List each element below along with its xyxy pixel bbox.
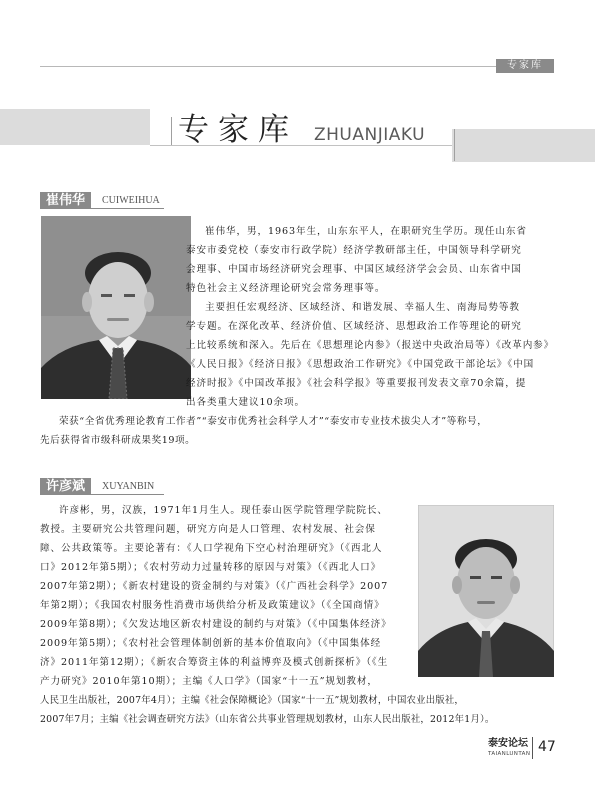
bio-line: 障、公共政策等。主要论著有：《人口学视角下空心村治理研究》（《西北人 [40, 543, 383, 554]
bio-line: 《人民日报》《经济日报》《思想政治工作研究》《中国党政干部论坛》《中国 [186, 359, 535, 370]
expert-bio-publications [40, 691, 560, 729]
bio-line: 2009年第5期）；《农村社会管理体制创新的基本价值取向》（《中国集体经 [40, 638, 382, 649]
expert-name-tag: 崔伟华 [40, 192, 91, 209]
header-divider-left [171, 117, 172, 145]
bio-line: 主要担任宏观经济、区域经济、和谐发展、幸福人生、南海局势等教 [205, 302, 520, 313]
page-title-pinyin: ZHUANJIAKU [314, 125, 426, 145]
bio-line: 2007年第2期）；《新农村建设的资金制约与对策》（《广西社会科学》2007 [40, 581, 389, 592]
bio-line: 先后获得省市级科研成果奖19项。 [40, 435, 196, 446]
expert-name-rule [40, 208, 164, 209]
section-label: 专家库 [496, 59, 554, 73]
bio-line: 年第2期）；《我国农村服务性消费市场供给分析及政策建议》（《全国商情》 [40, 600, 385, 611]
bio-line: 上比较系统和深入。先后在《思想理论内参》（报送中央政治局等）《改革内参》 [186, 340, 555, 351]
expert-name-pinyin: CUIWEIHUA [102, 195, 160, 206]
bio-line: 许彦彬，男，汉族，1971年1月生人。现任泰山医学院管理学院院长、 [59, 505, 388, 516]
journal-name: 泰安论坛 [488, 738, 528, 749]
bio-line: 2009年第8期）；《欠发达地区新农村建设的制约与对策》（《中国集体经济》 [40, 619, 392, 630]
section-rule [40, 66, 536, 67]
journal-pinyin: TAIANLUNTAN [488, 751, 531, 757]
bio-line: 经济时报》《中国改革报》《社会科学报》等重要报刊发表文章70余篇，提 [186, 378, 527, 389]
bio-line: 出各类重大建议10余项。 [186, 397, 305, 408]
bio-line: 学专题。在深化改革、经济价值、区域经济、思想政治工作等理论的研究 [186, 321, 522, 332]
bio-line: 产力研究》2010年第10期）；主编《人口学》（国家“十一五”规划教材， [40, 676, 378, 687]
expert-name-tag: 许彦斌 [40, 478, 91, 495]
bio-line: 特色社会主义经济理论研究会常务理事等。 [186, 283, 386, 294]
page-title: 专家库 [178, 112, 298, 148]
bio-line: 2007年7月；主编《社会调查研究方法》（山东省公共事业管理规划教材，山东人民出版社，2012年1月）。 [40, 714, 495, 725]
expert-photo [418, 505, 554, 677]
expert-photo [41, 216, 191, 399]
expert-bio-honors [40, 412, 560, 450]
bio-line: 口》2012年第5期）；《农村劳动力过量转移的原因与对策》（《西北人口》 [40, 562, 382, 573]
header-divider-right [454, 129, 455, 161]
bio-line: 会理事、中国市场经济研究会理事、中国区域经济学会会员、山东省中国 [186, 264, 522, 275]
header-band-left [0, 109, 150, 145]
bio-line: 崔伟华，男，1963年生，山东东平人，在职研究生学历。现任山东省 [205, 226, 527, 237]
bio-line: 济》2011年第12期）；《新农合筹资主体的利益博弈及模式创新探析》（《生 [40, 657, 389, 668]
bio-line: 教授。主要研究公共管理问题，研究方向是人口管理、农村发展、社会保 [40, 524, 376, 535]
bio-line: 泰安市委党校（泰安市行政学院）经济学教研部主任，中国领导科学研究 [186, 245, 522, 256]
header-band-right [452, 129, 595, 162]
page-number: 47 [538, 739, 556, 755]
expert-bio-main [40, 501, 412, 691]
expert-bio-intro [186, 222, 558, 412]
expert-name-pinyin: XUYANBIN [102, 481, 155, 492]
bio-line: 人民卫生出版社，2007年4月）；主编《社会保障概论》（国家“十一五”规划教材，中国农业出版社， [40, 695, 464, 706]
expert-name-rule [40, 494, 164, 495]
footer-divider [532, 737, 533, 759]
bio-line: 荣获“全省优秀理论教育工作者”“泰安市优秀社会科学人才”“泰安市专业技术拔尖人才”等称号， [59, 416, 488, 427]
